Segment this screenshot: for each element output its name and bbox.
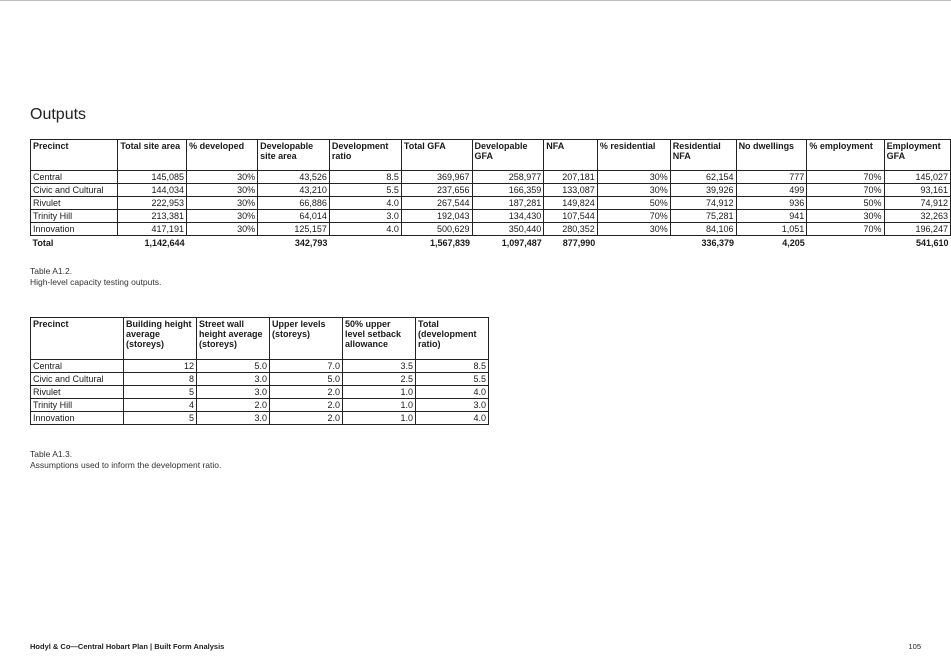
value-cell: 74,912 — [670, 197, 736, 210]
value-cell: 74,912 — [884, 197, 950, 210]
column-header: Development ratio — [329, 140, 401, 171]
value-cell: 237,656 — [401, 184, 472, 197]
value-cell: 70% — [597, 210, 670, 223]
column-header: Developable GFA — [472, 140, 544, 171]
precinct-cell: Civic and Cultural — [31, 184, 118, 197]
table-header-row — [31, 140, 951, 171]
table-row — [31, 223, 951, 236]
value-cell: 43,526 — [258, 171, 330, 184]
value-cell: 149,824 — [544, 197, 598, 210]
column-header: Building height average (storeys) — [124, 318, 197, 360]
value-cell: 222,953 — [118, 197, 187, 210]
total-value: 541,610 — [915, 238, 949, 248]
value-cell: 166,359 — [472, 184, 544, 197]
table-row — [31, 360, 489, 373]
value-cell: 30% — [187, 210, 258, 223]
table-header-row — [31, 318, 489, 360]
value-cell: 30% — [597, 184, 670, 197]
column-header: NFA — [544, 140, 598, 171]
value-cell: 30% — [597, 223, 670, 236]
table-row — [31, 171, 951, 184]
caption-label: Table A1.3. — [30, 449, 73, 459]
value-cell: 941 — [736, 210, 807, 223]
value-cell: 4.0 — [329, 197, 401, 210]
section-title: Outputs — [30, 106, 87, 123]
value-cell: 2.0 — [270, 386, 343, 399]
value-cell: 5.0 — [197, 360, 270, 373]
table-a1-3-caption — [30, 449, 221, 471]
value-cell: 30% — [187, 223, 258, 236]
table-row — [31, 197, 951, 210]
value-cell: 777 — [736, 171, 807, 184]
value-cell: 5.0 — [270, 373, 343, 386]
table-row — [31, 386, 489, 399]
total-value: 342,793 — [294, 238, 328, 248]
value-cell: 369,967 — [401, 171, 472, 184]
table-row — [31, 412, 489, 425]
value-cell: 196,247 — [884, 223, 950, 236]
column-header: Employment GFA — [884, 140, 950, 171]
value-cell: 3.0 — [197, 373, 270, 386]
value-cell: 5 — [124, 386, 197, 399]
value-cell: 5 — [124, 412, 197, 425]
value-cell: 8.5 — [416, 360, 489, 373]
value-cell: 70% — [807, 171, 884, 184]
value-cell: 417,191 — [118, 223, 187, 236]
footer-document-title: Hodyl & Co—Central Hobart Plan | Built Form Analysis — [30, 642, 225, 651]
total-value: 877,990 — [562, 238, 596, 248]
value-cell: 145,085 — [118, 171, 187, 184]
column-header: Total GFA — [401, 140, 472, 171]
value-cell: 1.0 — [343, 399, 416, 412]
value-cell: 187,281 — [472, 197, 544, 210]
column-header: 50% upper level setback allowance — [343, 318, 416, 360]
value-cell: 3.0 — [197, 412, 270, 425]
value-cell: 213,381 — [118, 210, 187, 223]
table-a1-2-caption — [30, 266, 161, 288]
value-cell: 8.5 — [329, 171, 401, 184]
value-cell: 500,629 — [401, 223, 472, 236]
development-ratio-assumptions-table — [30, 317, 489, 425]
column-header: Total (development ratio) — [416, 318, 489, 360]
footer-page-number: 105 — [908, 642, 921, 651]
value-cell: 4 — [124, 399, 197, 412]
total-value: 4,205 — [782, 238, 805, 248]
total-value — [807, 236, 884, 250]
value-cell: 39,926 — [670, 184, 736, 197]
value-cell: 207,181 — [544, 171, 598, 184]
value-cell: 93,161 — [884, 184, 950, 197]
column-header: Residential NFA — [670, 140, 736, 171]
value-cell: 2.0 — [270, 412, 343, 425]
value-cell: 30% — [187, 171, 258, 184]
precinct-cell: Trinity Hill — [31, 210, 118, 223]
column-header: Precinct — [31, 318, 124, 360]
value-cell: 1,051 — [736, 223, 807, 236]
table-row — [31, 373, 489, 386]
value-cell: 125,157 — [258, 223, 330, 236]
value-cell: 75,281 — [670, 210, 736, 223]
precinct-cell: Central — [31, 171, 118, 184]
table-row — [31, 399, 489, 412]
value-cell: 84,106 — [670, 223, 736, 236]
value-cell: 7.0 — [270, 360, 343, 373]
value-cell: 5.5 — [416, 373, 489, 386]
value-cell: 66,886 — [258, 197, 330, 210]
column-header: Precinct — [31, 140, 118, 171]
precinct-cell: Rivulet — [31, 386, 124, 399]
value-cell: 43,210 — [258, 184, 330, 197]
value-cell: 2.5 — [343, 373, 416, 386]
value-cell: 350,440 — [472, 223, 544, 236]
value-cell: 499 — [736, 184, 807, 197]
column-header: Street wall height average (storeys) — [197, 318, 270, 360]
value-cell: 50% — [597, 197, 670, 210]
value-cell: 258,977 — [472, 171, 544, 184]
value-cell: 3.0 — [416, 399, 489, 412]
value-cell: 70% — [807, 184, 884, 197]
value-cell: 4.0 — [416, 386, 489, 399]
total-value: 336,379 — [701, 238, 735, 248]
precinct-cell: Civic and Cultural — [31, 373, 124, 386]
value-cell: 4.0 — [329, 223, 401, 236]
value-cell: 62,154 — [670, 171, 736, 184]
value-cell: 12 — [124, 360, 197, 373]
table-row — [31, 210, 951, 223]
value-cell: 32,263 — [884, 210, 950, 223]
caption-label: Table A1.2. — [30, 266, 73, 276]
precinct-cell: Innovation — [31, 412, 124, 425]
value-cell: 133,087 — [544, 184, 598, 197]
value-cell: 936 — [736, 197, 807, 210]
value-cell: 145,027 — [884, 171, 950, 184]
value-cell: 70% — [807, 223, 884, 236]
column-header: Total site area — [118, 140, 187, 171]
value-cell: 4.0 — [416, 412, 489, 425]
value-cell: 3.0 — [329, 210, 401, 223]
value-cell: 30% — [807, 210, 884, 223]
column-header: No dwellings — [736, 140, 807, 171]
value-cell: 3.0 — [197, 386, 270, 399]
precinct-cell: Central — [31, 360, 124, 373]
value-cell: 5.5 — [329, 184, 401, 197]
value-cell: 1.0 — [343, 386, 416, 399]
value-cell: 3.5 — [343, 360, 416, 373]
column-header: % residential — [597, 140, 670, 171]
value-cell: 144,034 — [118, 184, 187, 197]
capacity-outputs-table — [30, 139, 951, 249]
total-value: 1,567,839 — [429, 238, 471, 248]
column-header: Upper levels (storeys) — [270, 318, 343, 360]
value-cell: 134,430 — [472, 210, 544, 223]
total-value — [187, 236, 258, 250]
value-cell: 267,544 — [401, 197, 472, 210]
value-cell: 107,544 — [544, 210, 598, 223]
column-header: % employment — [807, 140, 884, 171]
value-cell: 1.0 — [343, 412, 416, 425]
value-cell: 2.0 — [197, 399, 270, 412]
value-cell: 30% — [187, 184, 258, 197]
precinct-cell: Innovation — [31, 223, 118, 236]
precinct-cell: Rivulet — [31, 197, 118, 210]
total-value: 1,142,644 — [144, 238, 185, 248]
value-cell: 64,014 — [258, 210, 330, 223]
precinct-cell: Trinity Hill — [31, 399, 124, 412]
total-value — [597, 236, 670, 250]
value-cell: 8 — [124, 373, 197, 386]
caption-text: High-level capacity testing outputs. — [30, 277, 162, 287]
total-label: Total — [32, 238, 54, 248]
total-value — [329, 236, 401, 250]
value-cell: 192,043 — [401, 210, 472, 223]
value-cell: 30% — [187, 197, 258, 210]
value-cell: 2.0 — [270, 399, 343, 412]
column-header: Developable site area — [258, 140, 330, 171]
caption-text: Assumptions used to inform the development ratio. — [30, 460, 222, 470]
total-value: 1,097,487 — [501, 238, 542, 248]
column-header: % developed — [187, 140, 258, 171]
value-cell: 50% — [807, 197, 884, 210]
top-divider — [0, 0, 951, 1]
value-cell: 30% — [597, 171, 670, 184]
table-row — [31, 184, 951, 197]
value-cell: 280,352 — [544, 223, 598, 236]
total-row — [31, 236, 951, 250]
